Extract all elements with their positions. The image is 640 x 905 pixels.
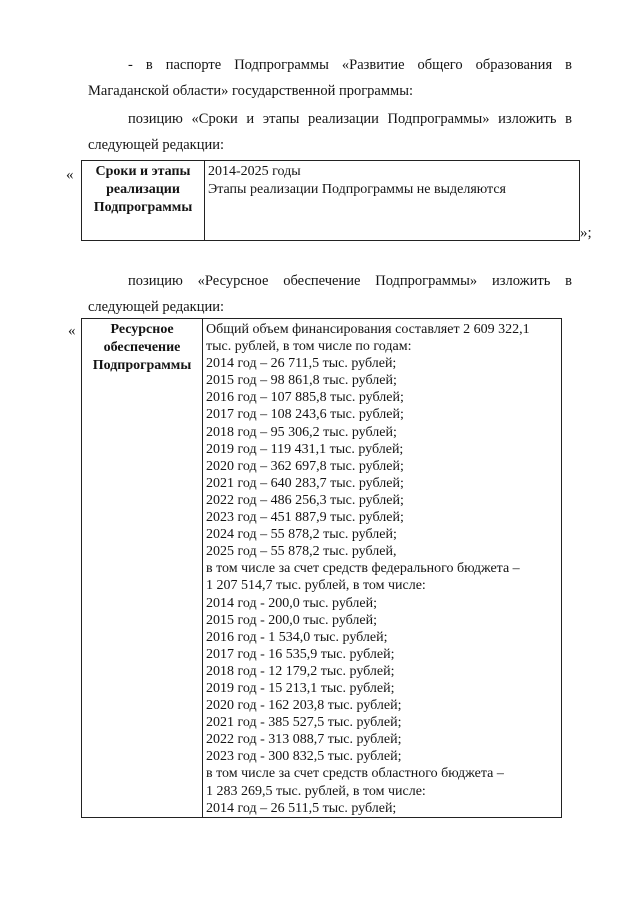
paragraph-line: - в паспорте Подпрограммы «Развитие общего образования в — [128, 57, 572, 73]
funding-value-line: 1 207 514,7 тыс. рублей, в том числе: — [206, 578, 426, 594]
funding-value-line: 2014 год – 26 511,5 тыс. рублей; — [206, 800, 397, 816]
funding-table — [81, 318, 562, 818]
funding-value-line: 2014 год - 200,0 тыс. рублей; — [206, 595, 378, 611]
closing-quote: »; — [580, 225, 592, 241]
funding-value-line: 2019 год - 15 213,1 тыс. рублей; — [206, 680, 395, 696]
opening-quote: « — [68, 323, 76, 339]
timeline-value-line: 2014-2025 годы — [208, 164, 301, 179]
funding-value-line: 2025 год – 55 878,2 тыс. рублей, — [206, 544, 397, 560]
funding-value-line: 2023 год – 451 887,9 тыс. рублей; — [206, 510, 404, 526]
funding-value-line: 2018 год – 95 306,2 тыс. рублей; — [206, 424, 397, 440]
timeline-table — [81, 160, 580, 241]
funding-value-line: тыс. рублей, в том числе по годам: — [206, 339, 412, 355]
funding-value-line: 2021 год – 640 283,7 тыс. рублей; — [206, 475, 404, 491]
paragraph-line: следующей редакции: — [88, 299, 225, 315]
timeline-value-line: Этапы реализации Подпрограммы не выделяются — [208, 182, 506, 197]
funding-value-line: 2022 год – 486 256,3 тыс. рублей; — [206, 492, 404, 508]
funding-label: Ресурсное обеспечение Подпрограммы — [92, 322, 192, 373]
funding-value-line: в том числе за счет средств областного бюджета – — [206, 766, 504, 782]
funding-value-line: 2020 год - 162 203,8 тыс. рублей; — [206, 698, 402, 714]
paragraph-line: позицию «Сроки и этапы реализации Подпрограммы» изложить в — [128, 111, 572, 127]
funding-value-cell — [203, 319, 562, 818]
funding-value-line: 2021 год - 385 527,5 тыс. рублей; — [206, 715, 402, 731]
funding-value-line: 2015 год – 98 861,8 тыс. рублей; — [206, 373, 397, 389]
funding-value-line: 2024 год – 55 878,2 тыс. рублей; — [206, 527, 397, 543]
funding-value-line: 2020 год – 362 697,8 тыс. рублей; — [206, 458, 404, 474]
funding-value-line: 1 283 269,5 тыс. рублей, в том числе: — [206, 783, 426, 799]
opening-quote: « — [66, 167, 74, 183]
funding-value-line: 2023 год - 300 832,5 тыс. рублей; — [206, 749, 402, 765]
funding-value-line: 2017 год – 108 243,6 тыс. рублей; — [206, 407, 404, 423]
funding-value-line: 2014 год – 26 711,5 тыс. рублей; — [206, 356, 397, 372]
funding-value-line: 2017 год - 16 535,9 тыс. рублей; — [206, 646, 395, 662]
funding-value-line: 2015 год - 200,0 тыс. рублей; — [206, 612, 378, 628]
timeline-value-cell — [205, 161, 580, 241]
timeline-label: Сроки и этапы реализации Подпрограммы — [93, 164, 193, 215]
paragraph-line: Магаданской области» государственной программы: — [88, 83, 413, 99]
funding-value-line: Общий объем финансирования составляет 2 609 322,1 — [206, 322, 530, 337]
paragraph-line: следующей редакции: — [88, 137, 225, 153]
funding-value-line: 2018 год - 12 179,2 тыс. рублей; — [206, 663, 395, 679]
funding-value-line: 2016 год - 1 534,0 тыс. рублей; — [206, 629, 388, 645]
paragraph-line: позицию «Ресурсное обеспечение Подпрограммы» изложить в — [128, 273, 572, 289]
funding-value-line: в том числе за счет средств федерального бюджета – — [206, 561, 520, 577]
funding-value-line: 2016 год – 107 885,8 тыс. рублей; — [206, 390, 404, 406]
timeline-label-cell — [82, 161, 205, 241]
funding-value-line: 2022 год - 313 088,7 тыс. рублей; — [206, 732, 402, 748]
funding-label-cell — [82, 319, 203, 818]
funding-value-line: 2019 год – 119 431,1 тыс. рублей; — [206, 441, 404, 457]
